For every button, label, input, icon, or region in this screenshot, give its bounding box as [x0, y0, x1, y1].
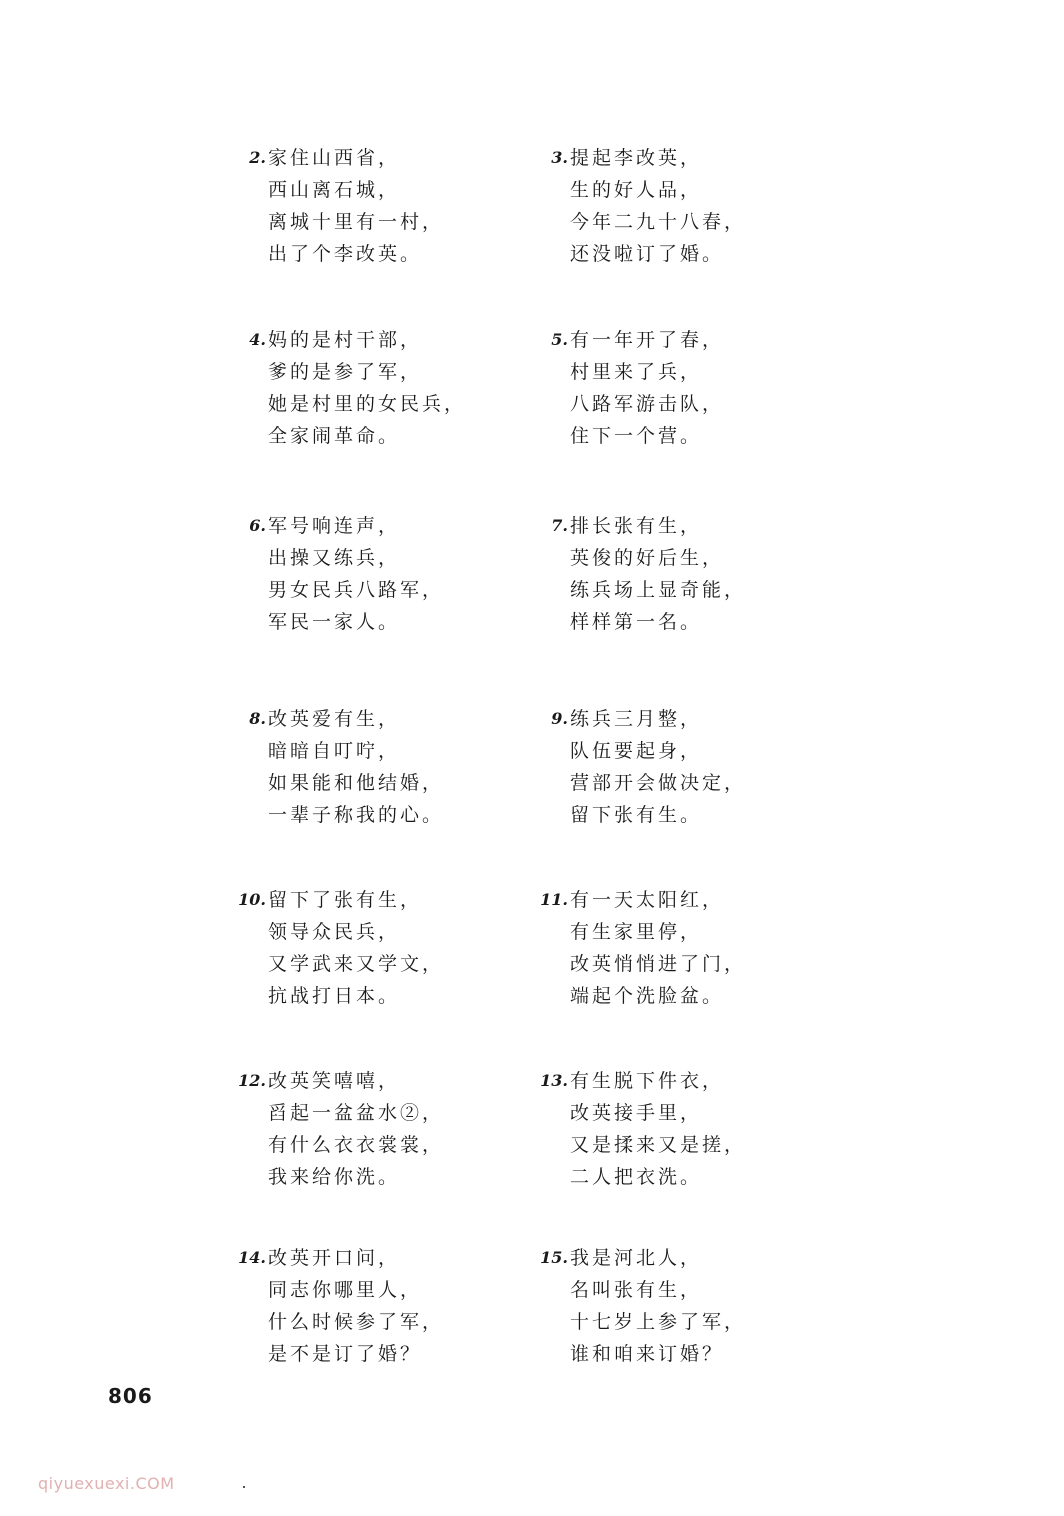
verse-number: 15. [540, 1248, 568, 1267]
verse-number: 3. [551, 148, 568, 167]
verse-line: 改英悄悄进了门， [570, 953, 747, 975]
verse-line: 领导众民兵， [268, 921, 401, 943]
verse-line: 暗暗自叮咛， [268, 740, 401, 762]
verse-line: 又是揉来又是搓， [570, 1134, 747, 1156]
verse-line: 西山离石城， [268, 179, 401, 201]
verse-number: 9. [551, 709, 568, 728]
verse-line: 改英笑嘻嘻， [268, 1070, 401, 1092]
verse-line: 是不是订了婚？ [268, 1343, 423, 1365]
verse-line: 十七岁上参了军， [570, 1311, 747, 1333]
verse-line: 有一天太阳红， [570, 889, 725, 911]
page-number: 806 [108, 1384, 153, 1408]
verse-line: 还没啦订了婚。 [570, 243, 725, 265]
verse-line: 军号响连声， [268, 515, 401, 537]
verse-line: 妈的是村干部， [268, 329, 423, 351]
verse-line: 全家闹革命。 [268, 425, 401, 447]
verse-line: 家住山西省， [268, 147, 401, 169]
verse-line: 舀起一盆盆水②， [268, 1102, 445, 1124]
verse-line: 提起李改英， [570, 147, 703, 169]
verse-line: 名叫张有生， [570, 1279, 703, 1301]
verse-line: 我来给你洗。 [268, 1166, 401, 1188]
verse-line: 又学武来又学文， [268, 953, 445, 975]
verse-line: 军民一家人。 [268, 611, 401, 633]
verse-line: 男女民兵八路军， [268, 579, 445, 601]
verse-number: 12. [238, 1071, 266, 1090]
verse-line: 什么时候参了军， [268, 1311, 445, 1333]
verse-line: 同志你哪里人， [268, 1279, 423, 1301]
verse-line: 出操又练兵， [268, 547, 401, 569]
verse-number: 8. [249, 709, 266, 728]
verse-number: 6. [249, 516, 266, 535]
verse-number: 10. [238, 890, 266, 909]
verse-line: 如果能和他结婚， [268, 772, 445, 794]
verse-number: 4. [249, 330, 266, 349]
verse-line: 住下一个营。 [570, 425, 703, 447]
verse-line: 八路军游击队， [570, 393, 725, 415]
verse-number: 13. [540, 1071, 568, 1090]
verse-line: 今年二九十八春， [570, 211, 747, 233]
verse-line: 出了个李改英。 [268, 243, 423, 265]
verse-number: 5. [551, 330, 568, 349]
verse-line: 生的好人品， [570, 179, 703, 201]
verse-number: 2. [249, 148, 266, 167]
verse-line: 练兵三月整， [570, 708, 703, 730]
verse-line: 留下了张有生， [268, 889, 423, 911]
verse-line: 端起个洗脸盆。 [570, 985, 725, 1007]
verse-line: 改英接手里， [570, 1102, 703, 1124]
verse-line: 英俊的好后生， [570, 547, 725, 569]
verse-line: 有生家里停， [570, 921, 703, 943]
verse-line: 二人把衣洗。 [570, 1166, 703, 1188]
verse-line: 改英爱有生， [268, 708, 401, 730]
verse-line: 她是村里的女民兵， [268, 393, 467, 415]
verse-number: 11. [540, 890, 568, 909]
scan-speck [243, 1486, 245, 1488]
verse-line: 改英开口问， [268, 1247, 401, 1269]
verse-line: 爹的是参了军， [268, 361, 423, 383]
verse-line: 营部开会做决定， [570, 772, 747, 794]
verse-number: 14. [238, 1248, 266, 1267]
verse-line: 离城十里有一村， [268, 211, 445, 233]
verse-line: 队伍要起身， [570, 740, 703, 762]
verse-line: 抗战打日本。 [268, 985, 401, 1007]
verse-line: 有什么衣衣裳裳， [268, 1134, 445, 1156]
verse-number: 7. [551, 516, 568, 535]
verse-line: 排长张有生， [570, 515, 703, 537]
verse-line: 谁和咱来订婚？ [570, 1343, 725, 1365]
verse-line: 样样第一名。 [570, 611, 703, 633]
watermark: qiyuexuexi.COM [38, 1474, 175, 1493]
verse-line: 我是河北人， [570, 1247, 703, 1269]
verse-line: 有生脱下件衣， [570, 1070, 725, 1092]
verse-line: 留下张有生。 [570, 804, 703, 826]
verse-line: 村里来了兵， [570, 361, 703, 383]
verse-line: 练兵场上显奇能， [570, 579, 747, 601]
verse-line: 一辈子称我的心。 [268, 804, 445, 826]
verse-line: 有一年开了春， [570, 329, 725, 351]
